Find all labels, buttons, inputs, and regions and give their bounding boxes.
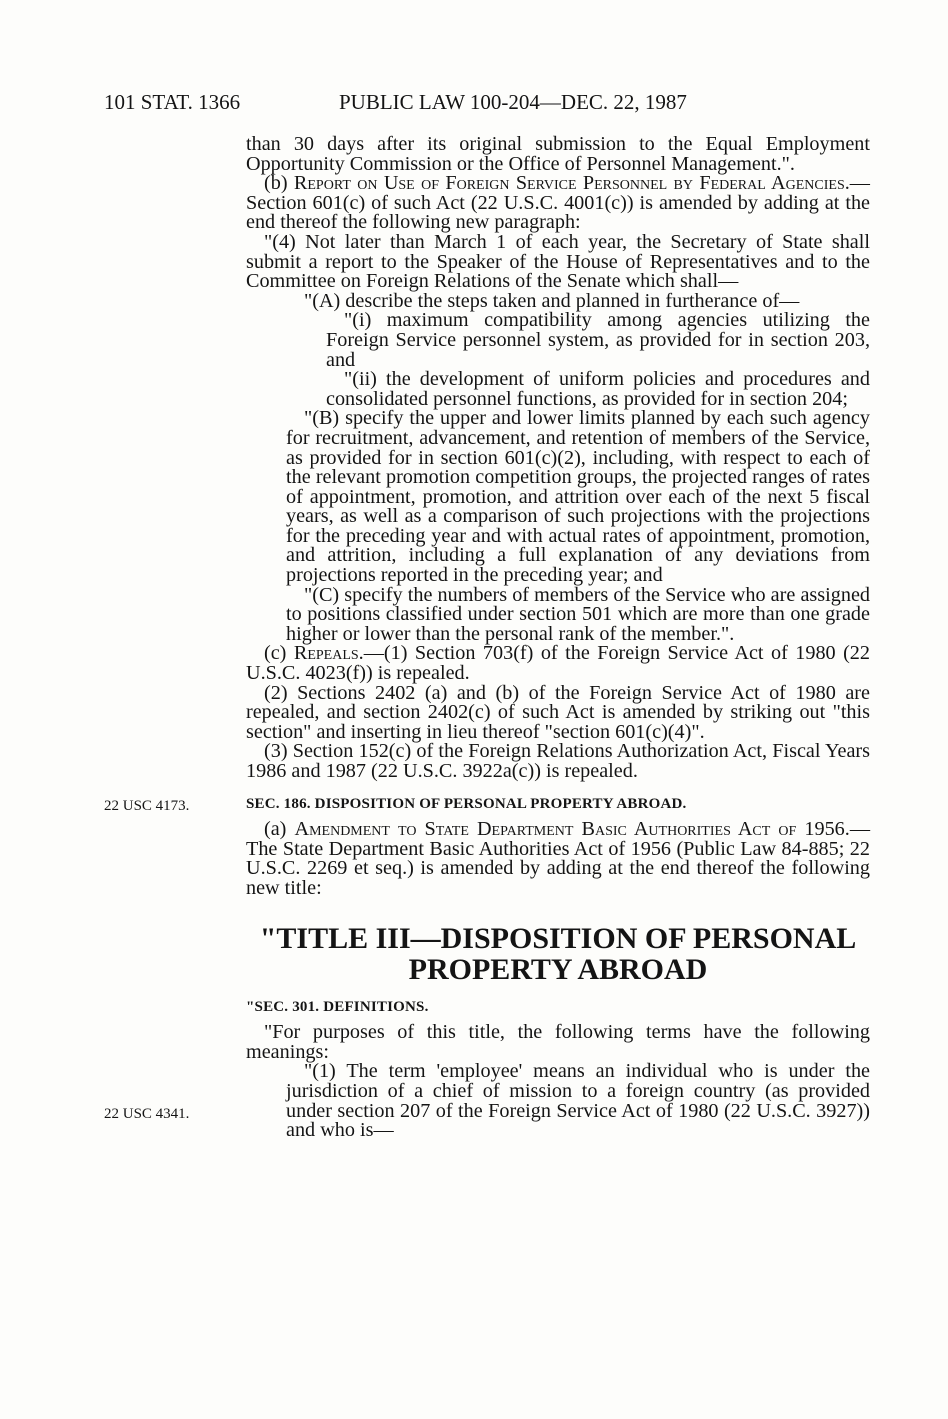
clause-i: "(i) maximum compatibility among agencies utilizing the Foreign Service personnel system, as provided for in section 203, and xyxy=(326,309,870,371)
repeal-paragraph-2: (2) Sections 2402 (a) and (b) of the Foreign Service Act of 1980 are repealed, and section 2402(c) of such Act is amended by striking out "this section" and inserting in lieu thereof "section 601(c)(4)". xyxy=(246,681,870,743)
public-law-citation: PUBLIC LAW 100-204—DEC. 22, 1987 xyxy=(339,90,687,114)
subsection-c-heading: Repeals. xyxy=(293,642,364,665)
document-body xyxy=(246,135,870,1141)
stat-page-number: 101 STAT. 1366 xyxy=(104,90,241,114)
subsection-b-heading: Report on Use of Foreign Service Personnel by Federal Agencies. xyxy=(293,172,850,195)
paragraph-continuation: than 30 days after its original submission to the Equal Employment Opportunity Commission or the Office of Personnel Management.". xyxy=(246,133,870,175)
subparagraph-a: "(A) describe the steps taken and planned in furtherance of— xyxy=(304,289,800,312)
subsection-c: (c) Repeals.—(1) Section 703(f) of the Foreign Service Act of 1980 (22 U.S.C. 4023(f)) is repealed. xyxy=(246,642,870,685)
subsection-a: (a) Amendment to State Department Basic Authorities Act of 1956.—The State Department Basic Authorities Act of 1956 (Public Law 84-885; 22 U.S.C. 2269 et seq.) is amended by adding at the end thereof the following new title: xyxy=(246,818,871,899)
subparagraph-c: "(C) specify the numbers of members of the Service who are assigned to positions classified under section 501 which are more than one grade higher or lower than the personal rank of the member.". xyxy=(286,583,870,645)
margin-note-22-usc-4341: 22 USC 4341. xyxy=(104,1106,190,1122)
definition-1: "(1) The term 'employee' means an individual who is under the jurisdiction of a chief of mission to a foreign country (as provided under section 207 of the Foreign Service Act of 1980 (22 U.S.C. 3927)) and who is— xyxy=(286,1060,870,1142)
margin-note-22-usc-4173: 22 USC 4173. xyxy=(104,798,190,814)
paragraph-4: "(4) Not later than March 1 of each year, the Secretary of State shall submit a report to the Speaker of the House of Representatives and to the Committee on Foreign Relations of the Senate which shall— xyxy=(246,230,870,293)
definitions-intro: "For purposes of this title, the following terms have the following meanings: xyxy=(246,1021,870,1063)
subparagraph-b: "(B) specify the upper and lower limits planned by each such agency for recruitment, advancement, and retention of members of the Service, as provided for in section 601(c)(2), including, with respect to each of the relevant promotion competition groups, the projected ranges of rates of appointment, promotion, and attrition over each of the next 5 fiscal years, as well as a comparison of such projections with the projections for the preceding year and with actual rates of appointment, promotion, and attrition, including a full explanation of any deviations from projections reported in the preceding year; and xyxy=(286,407,870,587)
clause-ii: "(ii) the development of uniform policies and procedures and consolidated personnel functions, as provided for in section 204; xyxy=(326,368,870,410)
subsection-a-heading: Amendment to State Department Basic Authorities Act of xyxy=(294,818,797,841)
subsection-b: (b) Report on Use of Foreign Service Personnel by Federal Agencies.—Section 601(c) of such Act (22 U.S.C. 4001(c)) is amended by adding at the end thereof the following new paragraph: xyxy=(246,172,870,234)
section-301-heading: "SEC. 301. DEFINITIONS. xyxy=(246,998,429,1015)
section-186-heading: SEC. 186. DISPOSITION OF PERSONAL PROPERTY ABROAD. xyxy=(246,795,687,812)
repeal-paragraph-3: (3) Section 152(c) of the Foreign Relations Authorization Act, Fiscal Years 1986 and 1987 (22 U.S.C. 3922a(c)) is repealed. xyxy=(246,740,870,782)
title-iii-heading: "TITLE III—DISPOSITION OF PERSONAL PROPERTY ABROAD xyxy=(259,921,857,986)
